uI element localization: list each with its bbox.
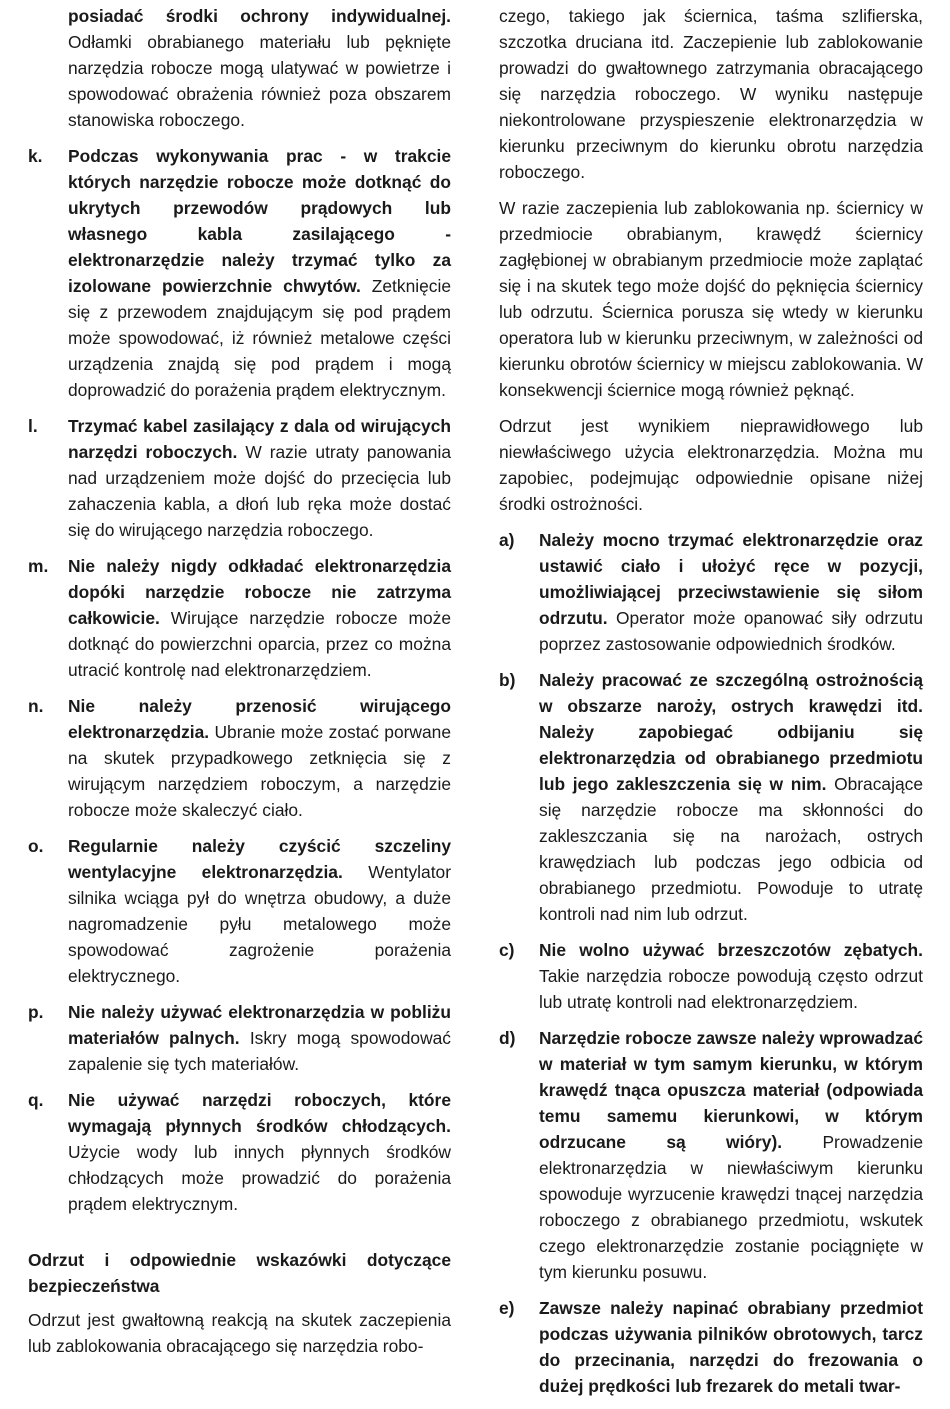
item-text: Obracające się narzędzie robocze ma skłonności do zakleszczania się na narożach, ostrych krawędziach lub podczas jego odbicia od obrabianego przedmiotu. Powoduje to utratę kontroli nad nim lub odrzut. <box>539 774 924 924</box>
item-bold-text: Nie używać narzędzi roboczych, które wymagają płynnych środków chłodzących. <box>68 1090 451 1136</box>
section-intro: Odrzut jest gwałtowną reakcją na skutek zaczepienia lub zablokowania obracającego się narzędzia robo- <box>28 1310 451 1356</box>
item-label: n. <box>28 696 44 716</box>
item-label: b) <box>499 670 516 690</box>
item-text: Wentylator silnika wciąga pył do wnętrza obudowy, a duże nagromadzenie pyłu metalowego może spowodować zagrożenie porażenia elektrycznego. <box>68 862 451 986</box>
item-label: l. <box>28 416 38 436</box>
continued-item-text: Odłamki obrabianego materiału lub pęknięte narzędzia robocze mogą ulatywać w powietrze i spowodować obrażenia również poza obszarem stanowiska roboczego. <box>68 32 451 130</box>
list-item-m <box>28 553 451 683</box>
item-text: Iskry mogą spowodować zapalenie się tych materiałów. <box>68 1028 451 1074</box>
item-bold-text: Podczas wykonywania prac - w trakcie których narzędzie robocze może dotknąć do ukrytych przewodów prądowych lub własnego kabla zasilającego - elektronarzędzie należy trzymać tylko za izolowane powierzchnie chwytów. <box>68 146 451 296</box>
item-text: Użycie wody lub innych płynnych środków chłodzących może prowadzić do porażenia prądem elektrycznym. <box>68 1142 451 1214</box>
item-label: d) <box>499 1028 516 1048</box>
item-bold-text: Trzymać kabel zasilający z dala od wirujących narzędzi roboczych. <box>68 416 451 462</box>
paragraph: Odrzut jest wynikiem nieprawidłowego lub niewłaściwego użycia elektronarzędzia. Można mu zapobiec, podejmując odpowiednie opisane niżej środki ostrożności. <box>499 416 923 514</box>
item-label: p. <box>28 1002 44 1022</box>
item-label: c) <box>499 940 515 960</box>
item-bold-text: Nie należy używać elektronarzędzia w pobliżu materiałów palnych. <box>68 1002 451 1048</box>
list-item-q <box>28 1087 451 1217</box>
item-text: Takie narzędzia robocze powodują często odrzut lub utratę kontroli nad elektronarzędziem. <box>539 966 923 1012</box>
right-column <box>499 3 923 1409</box>
continued-item <box>28 3 451 133</box>
item-bold-text: Zawsze należy napinać obrabiany przedmiot podczas używania pilników obrotowych, tarcz do przecinania, narzędzi do frezowania o dużej prędkości lub frezarek do metali twar- <box>539 1298 923 1396</box>
item-text: Prowadzenie elektronarzędzia w niewłaściwym kierunku spowoduje wyrzucenie krawędzi tnącej narzędzia roboczego z obrabianego przedmiotu, wskutek czego elektronarzędzie zostanie pociągnięte w tym kierunku posuwu. <box>539 1132 923 1282</box>
list-item-k <box>28 143 451 403</box>
item-text: W razie utraty panowania nad urządzeniem może dojść do przecięcia lub zahaczenia kabla, a dłoń lub ręka może dostać się do wirującego narzędzia roboczego. <box>68 442 451 540</box>
list-item-n <box>28 693 451 823</box>
item-bold-text: Nie należy nigdy odkładać elektronarzędzia dopóki narzędzie robocze nie zatrzyma całkowicie. <box>68 556 451 628</box>
item-bold-text: Regularnie należy czyścić szczeliny wentylacyjne elektronarzędzia. <box>68 836 451 882</box>
list-item-p <box>28 999 451 1077</box>
item-text: Ubranie może zostać porwane na skutek przypadkowego zetknięcia się z wirującym narzędziem roboczym, a narzędzie robocze może skaleczyć ciało. <box>68 722 451 820</box>
item-bold-text: Należy mocno trzymać elektronarzędzie oraz ustawić ciało i ułożyć ręce w pozycji, umożliwiającej przeciwstawienie się siłom odrzutu. <box>539 530 923 628</box>
item-text: Wirujące narzędzie robocze może dotknąć do powierzchni oparcia, przez co można utracić kontrolę nad elektronarzędziem. <box>68 608 451 680</box>
item-bold-text: Narzędzie robocze zawsze należy wprowadzać w materiał w tym samym kierunku, w którym krawędź tnąca opuszcza materiał (odpowiada temu samemu kierunkowi, w którym odrzucane są wióry). <box>539 1028 923 1152</box>
paragraph: W razie zaczepienia lub zablokowania np. ściernicy w przedmiocie obrabianym, krawędź ściernicy zagłębionej w obrabianym przedmiocie może zaplątać się i na skutek tego może dojść do pęknięcia ściernicy lub odrzutu. Ściernica porusza się wtedy w kierunku operatora lub w kierunku przeciwnym, w zależności od kierunku obrotów ściernicy w miejscu zablokowania. W konsekwencji ściernice mogą również pęknąć. <box>499 198 923 400</box>
item-label: m. <box>28 556 49 576</box>
item-text: Operator może opanować siły odrzutu poprzez zastosowanie odpowiednich środków. <box>539 608 923 654</box>
list-item-d <box>499 1025 923 1285</box>
list-item-e <box>499 1295 923 1399</box>
list-item-o <box>28 833 451 989</box>
item-label: e) <box>499 1298 515 1318</box>
left-column <box>28 3 451 1369</box>
item-label: o. <box>28 836 44 856</box>
list-item-b <box>499 667 923 927</box>
section-heading: Odrzut i odpowiednie wskazówki dotyczące bezpieczeństwa <box>28 1250 451 1296</box>
item-label: a) <box>499 530 515 550</box>
item-label: q. <box>28 1090 44 1110</box>
list-item-c <box>499 937 923 1015</box>
item-bold-text: Nie wolno używać brzeszczotów zębatych. <box>539 940 923 960</box>
list-item-l <box>28 413 451 543</box>
list-item-a <box>499 527 923 657</box>
item-bold-text: Należy pracować ze szczególną ostrożnością w obszarze naroży, ostrych krawędzi itd. Należy zapobiegać odbijaniu się elektronarzędzia od obrabianego przedmiotu lub jego zakleszczenia się w nim. <box>539 670 923 794</box>
continued-item-bold: posiadać środki ochrony indywidualnej. <box>68 6 451 26</box>
continued-paragraph: czego, takiego jak ściernica, taśma szlifierska, szczotka druciana itd. Zaczepienie lub zablokowanie prowadzi do gwałtownego zatrzymania obracającego się narzędzia roboczego. W wyniku następuje niekontrolowane przyspieszenie elektronarzędzia w kierunku przeciwnym do kierunku obrotu narzędzia roboczego. <box>499 6 923 182</box>
item-label: k. <box>28 146 43 166</box>
item-bold-text: Nie należy przenosić wirującego elektronarzędzia. <box>68 696 451 742</box>
item-text: Zetknięcie się z przewodem znajdującym się pod prądem może spowodować, iż również metalowe części urządzenia znajdą się pod prądem i mogą doprowadzić do porażenia prądem elektrycznym. <box>68 276 452 400</box>
